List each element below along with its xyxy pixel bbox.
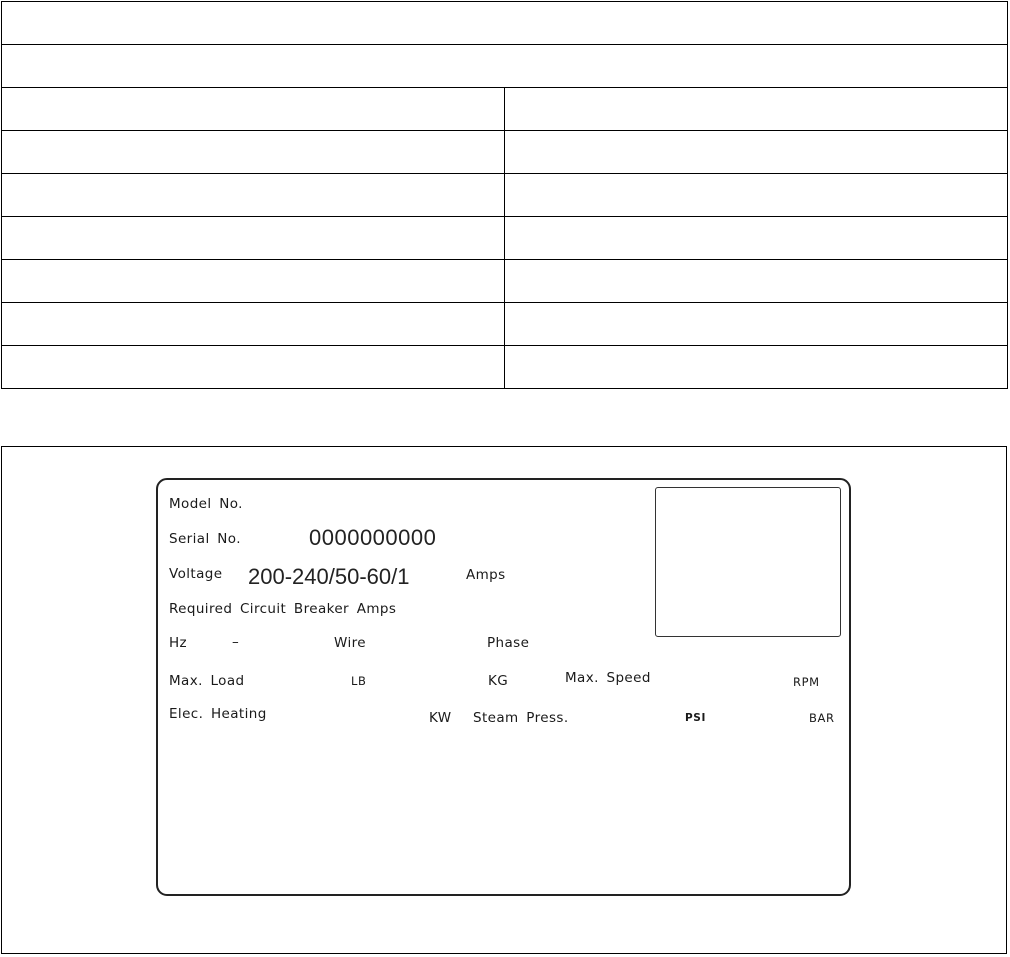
serial-no-label: Serial No. (169, 531, 241, 547)
max-load-label: Max. Load (169, 673, 245, 689)
bar-unit: BAR (809, 711, 835, 725)
psi-unit: PSI (685, 712, 706, 724)
kw-unit: KW (429, 710, 452, 726)
table-cell (2, 174, 505, 217)
voltage-label: Voltage (169, 566, 223, 582)
table-cell (2, 303, 505, 346)
table-row (2, 174, 1008, 217)
table-cell (505, 346, 1008, 389)
table-cell (505, 260, 1008, 303)
hz-dash: – (232, 634, 240, 650)
model-no-label: Model No. (169, 496, 243, 512)
kg-unit: KG (488, 673, 509, 689)
voltage-value: 200-240/50-60/1 (248, 564, 410, 589)
amps-label: Amps (466, 567, 506, 583)
plate-photo-box (655, 487, 841, 637)
table-cell (2, 88, 505, 131)
table-row (2, 45, 1008, 88)
table-row (2, 346, 1008, 389)
table-cell (2, 2, 1008, 45)
table-cell (2, 346, 505, 389)
table-cell (505, 88, 1008, 131)
table-row (2, 303, 1008, 346)
hz-label: Hz (169, 635, 188, 651)
table-row (2, 217, 1008, 260)
table-row (2, 131, 1008, 174)
table-cell (2, 45, 1008, 88)
table-cell (505, 303, 1008, 346)
table-cell (2, 260, 505, 303)
circuit-breaker-label: Required Circuit Breaker Amps (169, 601, 397, 617)
lb-unit: LB (351, 674, 367, 688)
rpm-unit: RPM (793, 675, 820, 689)
table-cell (2, 131, 505, 174)
serial-no-value: 0000000000 (309, 525, 437, 550)
steam-press-label: Steam Press. (473, 710, 569, 726)
elec-heating-label: Elec. Heating (169, 706, 267, 722)
table-cell (2, 217, 505, 260)
table-row (2, 260, 1008, 303)
table-row (2, 2, 1008, 45)
wire-label: Wire (334, 635, 366, 651)
empty-grid-table (1, 1, 1008, 389)
max-speed-label: Max. Speed (565, 670, 651, 686)
table-cell (505, 217, 1008, 260)
table-row (2, 88, 1008, 131)
phase-label: Phase (487, 635, 530, 651)
table-cell (505, 174, 1008, 217)
table-cell (505, 131, 1008, 174)
